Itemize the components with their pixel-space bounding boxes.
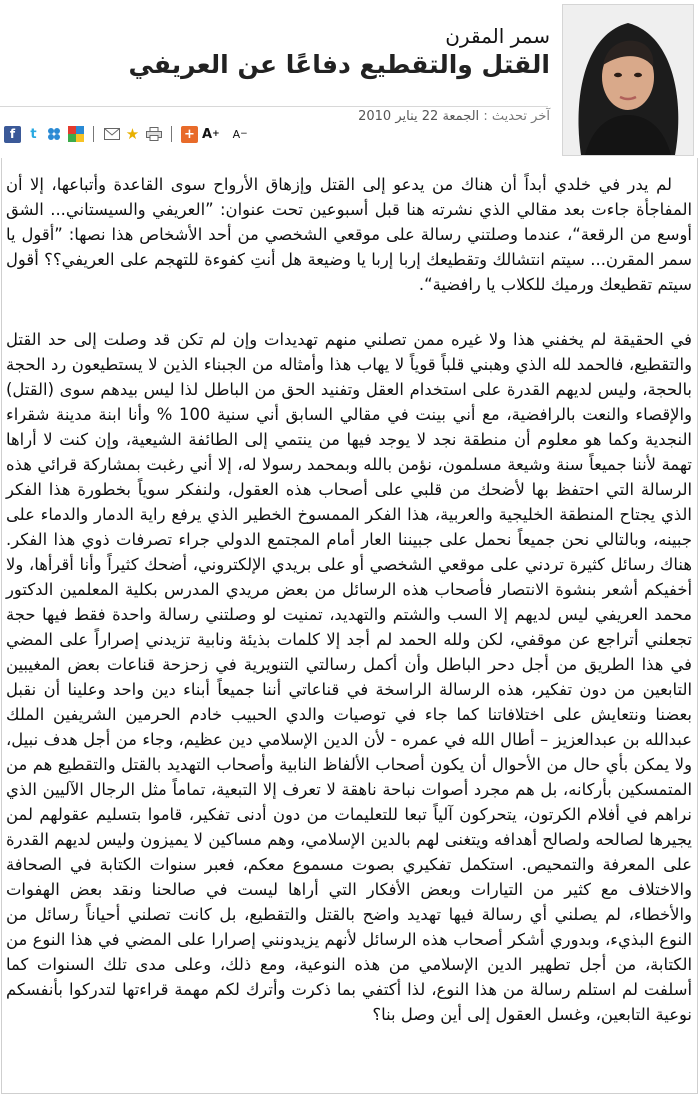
favorite-star-icon[interactable]: ★ (125, 124, 140, 143)
google-bookmarks-glyph (68, 126, 84, 142)
email-glyph (104, 128, 120, 140)
author-photo (562, 4, 694, 156)
decrease-font-letter: A (232, 127, 241, 141)
email-icon[interactable] (103, 126, 120, 143)
windows-live-glyph (47, 127, 63, 141)
article-paragraph: لم يدر في خلدي أبداً أن هناك من يدعو إلى القتل وإزهاق الأرواح سوى القاعدة وأتباعها، إلا أن المفاجأة جاءت بعد مقالي الذي نشرته هنا قبل أسبوعين تحت عنوان: ”العريفي والسيستاني... الشق أوسع من الرقعة“، عندما وصلتني رسالة على موقعي الشخصي من أحد الأشخاص هذا نصها: ”أقول يا سمر المقرن... سيتم انتشالك وتقطيعك إربا إربا يا وضيعة هل أنتِ كفوءة للتهجم على العريفي؟؟ أقول سيتم تقطيعك ورميك للكلاب يا رافضية“. (6, 175, 692, 294)
article-header (0, 0, 700, 158)
increase-font-icon[interactable] (202, 126, 220, 143)
print-icon[interactable] (145, 126, 162, 143)
body-border-bottom (1, 1093, 698, 1094)
article-title: القتل والتقطيع دفاعًا عن العريفي (128, 50, 550, 79)
share-toolbar (4, 124, 248, 144)
increase-font-letter: A (202, 126, 213, 142)
facebook-icon[interactable]: f (4, 126, 21, 143)
twitter-icon[interactable]: t (25, 126, 42, 143)
author-portrait-image (563, 5, 693, 155)
decrease-font-icon[interactable] (233, 126, 248, 143)
article-paragraph: في الحقيقة لم يخفني هذا ولا غيره ممن تصلني منهم تهديدات وإن لم تكن قد وصلت إلى حد القتل والتقطيع، فالحمد لله الذي وهبني قلباً قوياً لا يهاب هذا وأمثاله من الجبناء الذين لا يستطيعون رد الحجة بالحجة، وليس لديهم القدرة على استخدام العقل وتفنيد الحق من الباطل لذا ليس بيدهم سوى (القتل) والإقصاء والنعت بالرافضية، مع أني بينت في مقالي السابق أني سنية 100 % وأنا ابنة مدينة شقراء النجدية وكما هو معلوم أن منطقة نجد لا يوجد فيها من ينتمي إلى الطائفة الشيعية، وإن كنت لا أراها تهمة لأننا جميعاً سنة وشيعة مسلمون، نؤمن بالله وبمحمد رسولا له، إلا أني رغبت بمشاركة قرائي هذه الرسالة التي احتفظ بها لأضحك من قلبي على أصحاب هذه العقول، ولنفكر سوياً بخطورة هذا الفكر الذي يجتاح المنطقة الخليجية والعربية، هذا الفكر الممسوخ الخطير الذي يرفع راية الدمار والدماء على جبينه، وبالتالي نحن جميعاً نحمل على جبيننا العار أمام المجتمع الدولي جراء تصرفات ذوي هذا الفكر. هناك رسائل كثيرة تردني على موقعي الشخصي أو على بريدي الإلكتروني، أضحك كثيراً وأنا أقرأها، ولا أخفيكم أشعر بنشوة الانتصار فأصحاب هذه الرسائل من بعض مريدي المدرس بكلية المعلمين الدكتور محمد العريفي ليس لديهم إلا السب والشتم والتهديد، تمنيت لو وصلتني رسالة واحدة فقط فيها حجة تجعلني أتراجع عن موقفي، لكن ولله الحمد لم أجد إلا كلمات بذيئة ونابية تزيدني إصراراً على المضي في هذا الطريق من أجل دحر الباطل وأن أكمل رسالتي التنويرية في زحزحة قناعات بعض المغيبين التابعين من دون تفكير، هذه الرسالة الراسخة في قناعاتي أننا جميعاً أبناء دين واحد وعلينا أن نقبل بعضنا ونتعايش على اختلافاتنا كما جاء في توصيات والدي الحبيب خادم الحرمين الشريفين الملك عبدالله بن عبدالعزيز – أطال الله في عمره - لأن الدين الإسلامي دين عظيم، وجاء من أجل هدف نبيل، ولا يمكن بأي حال من الأحوال أن يكون أصحاب الألفاظ النابية وأصحاب التهديد بالقتل والتقطيع هم من المتمسكين بأركانه، بل هم مجرد أصوات نباحة ناهقة لا تعرف إلا التبعية، تماماً مثل الرجال الآليين الذي نراهم في أفلام الكرتون، يتحركون آلياً تبعا للتعليمات من دون أدنى تفكير، قاموا بتسليم عقولهم لمن يجيرها لصالحه ولصالح أهدافه ويتغنى لهم بالدين الإسلامي، وهم مساكين لا يميزون وليس لديهم القدرة على المعرفة والتمحيص. استكمل تفكيري بصوت مسموع معكم، فعبر سنوات الكتابة في الصحافة والاختلاف مع كثير من التيارات وبعض الأفكار التي أراها ليست في صالحنا ونقد بعض الهفوات والأخطاء، لم يصلني أي رسالة فيها تهديد واضح بالقتل والتقطيع، بل كانت تصلني أحياناً رسائل من النوع البذيء، وبدوري أشكر أصحاب هذه الرسائل لأنهم يزيدونني إصرارا على المضي في هذا النوع من الكتابة، من أجل تطهير الدين الإسلامي من هذه النوعية، ومع ذلك، وعلى مدى تلك السنوات كما أسلفت لم استلم رسالة من هذا النوع، لذا أكتفي بما ذكرت وأترك لكم مهمة قراءتها لتدركوا بأنفسكم نوعية التابعين، وغسل العقول إلى أين وصل بنا؟ (6, 330, 693, 1024)
last-updated (358, 109, 550, 124)
toolbar-divider (171, 126, 172, 142)
share-plus-icon[interactable]: + (181, 126, 198, 143)
windows-live-icon[interactable] (46, 126, 63, 143)
google-bookmarks-icon[interactable] (67, 126, 84, 143)
toolbar-spacer (226, 126, 227, 142)
increase-font-plus: + (212, 128, 220, 139)
body-border-right (697, 158, 698, 1093)
body-border-left (1, 158, 2, 1093)
print-glyph (146, 127, 162, 141)
author-name[interactable]: سمر المقرن (445, 24, 550, 48)
last-updated-label: آخر تحديث : (483, 109, 550, 124)
header-divider (0, 106, 548, 107)
last-updated-value: الجمعة 22 يناير 2010 (358, 109, 480, 124)
article-body (6, 172, 692, 1057)
decrease-font-minus: − (240, 128, 248, 139)
toolbar-divider (93, 126, 94, 142)
